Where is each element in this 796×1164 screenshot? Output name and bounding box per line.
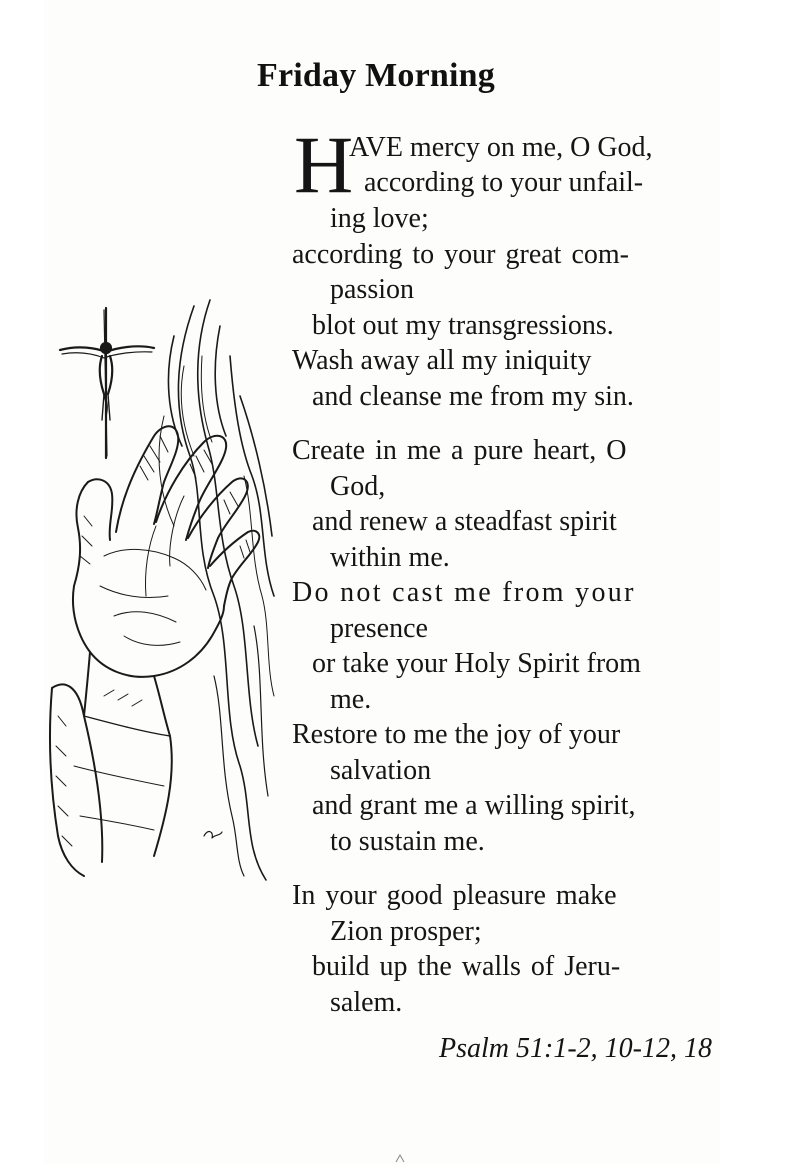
poem-line: and renew a steadfast spirit — [312, 506, 617, 537]
poem-line: build up the walls of Jeru- — [312, 951, 621, 982]
page-title: Friday Morning — [257, 56, 495, 94]
page-mark-icon — [394, 1152, 406, 1164]
dropcap-block — [292, 119, 722, 210]
poem-line: AVE mercy on me, O God, — [349, 132, 653, 163]
flame-strokes — [159, 300, 274, 880]
palm-lines — [56, 436, 250, 846]
poem-line: and grant me a willing spirit, — [312, 790, 636, 821]
poem-line: according to your great com- — [292, 238, 629, 270]
hand-and-crucifix-icon — [44, 296, 280, 886]
poem-line: presence — [330, 612, 428, 644]
poem-line: salem. — [330, 986, 403, 1018]
poem-line: blot out my transgressions. — [312, 309, 614, 341]
scripture-citation: Psalm 51:1-2, 10-12, 18 — [439, 1033, 712, 1064]
poem-line: Create in me a pure heart, O — [292, 435, 627, 466]
artist-signature — [204, 832, 222, 838]
poem-line: Zion prosper; — [330, 915, 482, 947]
psalm-text — [292, 119, 722, 1020]
crucifix-icon — [60, 308, 154, 458]
poem-line: In your good pleasure make — [292, 880, 617, 911]
stanza — [292, 433, 722, 859]
poem-line: Restore to me the joy of your — [292, 719, 621, 750]
poem-line: and cleanse me from my sin. — [312, 380, 634, 412]
poem-line: God, — [330, 470, 386, 502]
poem-line: salvation — [330, 754, 432, 786]
poem-line: or take your Holy Spirit from — [312, 648, 641, 679]
poem-line: me. — [330, 683, 372, 715]
stanza — [292, 878, 722, 1020]
poem-line: within me. — [330, 541, 450, 573]
poem-line: according to your unfail- — [364, 167, 644, 198]
poem-line: Do not cast me from your — [292, 577, 636, 608]
poem-line: Wash away all my iniquity — [292, 345, 592, 376]
poem-line: ing love; — [330, 203, 429, 234]
hand-sketch — [50, 426, 259, 876]
drop-cap: H — [294, 119, 354, 210]
poem-line: to sustain me. — [330, 825, 485, 857]
stanza — [292, 119, 722, 414]
poem-line: passion — [330, 274, 414, 305]
